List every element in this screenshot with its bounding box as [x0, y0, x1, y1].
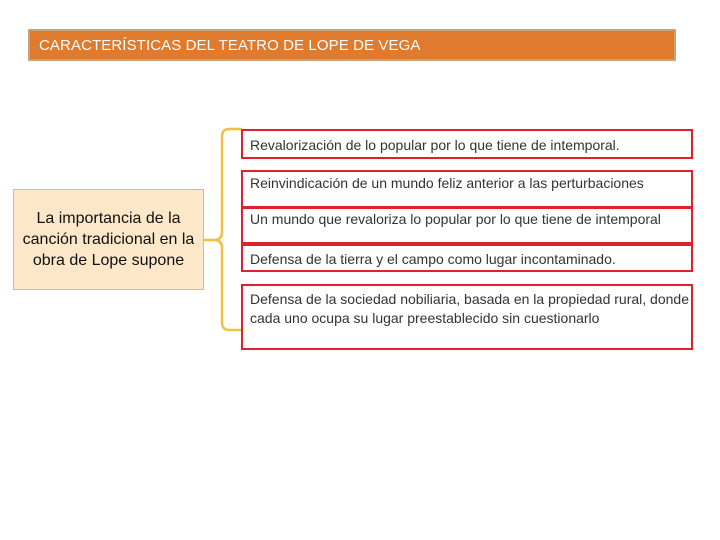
characteristic-text: Defensa de la tierra y el campo como lugar incontaminado.: [250, 251, 616, 267]
characteristic-item: [241, 244, 693, 272]
characteristic-text: Revalorización de lo popular por lo que tiene de intemporal.: [250, 137, 620, 153]
characteristic-item: [241, 129, 693, 159]
characteristic-text: Reinvindicación de un mundo feliz anterior a las perturbaciones: [250, 175, 644, 191]
bracket-line: [214, 129, 241, 330]
characteristic-item: [241, 207, 693, 244]
characteristic-item: [241, 170, 693, 208]
source-concept-box: [13, 189, 204, 290]
source-concept-text: La importancia de la canción tradicional en la obra de Lope supone: [22, 210, 195, 269]
characteristic-text: Un mundo que revaloriza lo popular por lo que tiene de intemporal: [250, 211, 661, 227]
characteristic-item: [241, 284, 693, 350]
characteristic-text: Defensa de la sociedad nobiliaria, basada en la propiedad rural, donde cada uno ocupa su lugar preestablecido sin cuestionarlo: [250, 291, 689, 326]
page-title: CARACTERÍSTICAS DEL TEATRO DE LOPE DE VEGA: [39, 37, 421, 54]
